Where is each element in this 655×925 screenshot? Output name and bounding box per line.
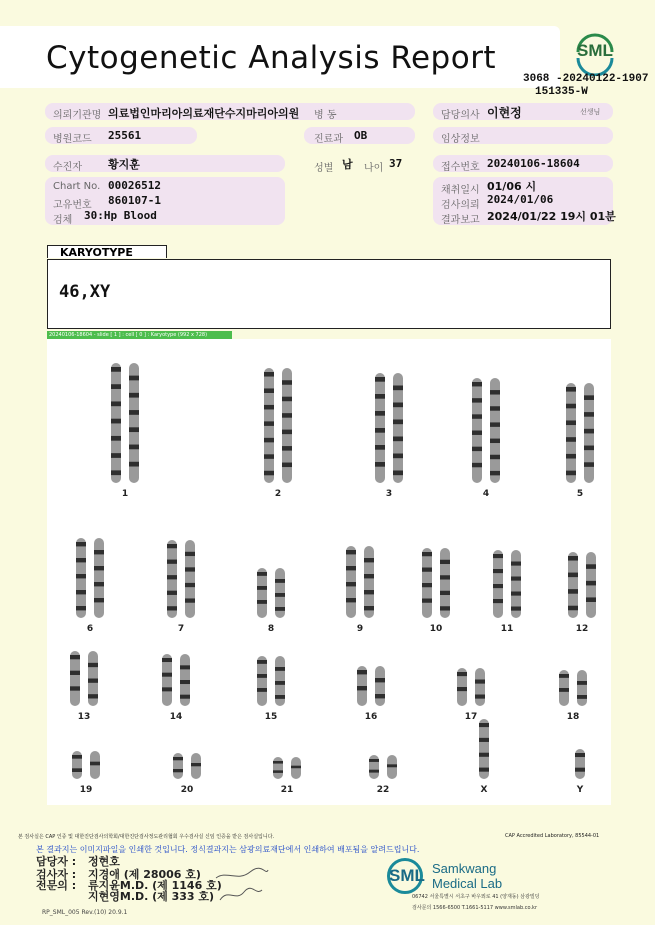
chart-no-label: Chart No.	[53, 181, 101, 192]
chromosome-12	[568, 552, 596, 618]
report-id-line1: 3068 -20240122-1907	[523, 73, 649, 85]
chromosome-label-1: 1	[121, 489, 129, 499]
department-label: 진료과	[314, 134, 343, 145]
result-label: 결과보고	[441, 215, 480, 226]
chromosome-label-6: 6	[86, 624, 94, 634]
chromosome-label-2: 2	[274, 489, 282, 499]
department-value: OB	[354, 129, 368, 142]
physician-suffix: 선생님	[580, 108, 601, 116]
unique-no-value: 860107-1	[108, 194, 161, 207]
chromosome-10	[422, 548, 450, 618]
chromosome-17	[457, 668, 485, 706]
chromosome-label-10: 10	[429, 624, 443, 634]
accession-label: 접수번호	[441, 162, 480, 173]
chromosome-label-14: 14	[169, 712, 183, 722]
chromosome-label-4: 4	[482, 489, 490, 499]
collection-label: 채취일시	[441, 185, 480, 196]
company-contact: 검사문의 1566-6500 T.1661-5117 www.smlab.co.kr	[412, 905, 537, 911]
report-id-line2: 151335-W	[535, 86, 588, 98]
specialist-label: 전문의 :	[36, 879, 77, 892]
chromosome-label-21: 21	[280, 785, 294, 795]
request-label: 검사의뢰	[441, 200, 480, 211]
karyotype-tab: KARYOTYPE	[47, 245, 167, 258]
chromosome-16	[357, 666, 385, 706]
examiner-value: 지경애 (제 28006 호)	[88, 868, 201, 881]
chromosome-label-Y: Y	[576, 785, 584, 795]
institution-value: 의료법인마리아의료재단수지마리아의원	[108, 107, 300, 120]
chromosome-3	[375, 373, 403, 483]
karyotype-result: 46,XY	[59, 282, 111, 302]
unique-no-label: 고유번호	[53, 200, 92, 211]
chromosome-label-15: 15	[264, 712, 278, 722]
chromosome-20	[173, 753, 201, 779]
chromosome-15	[257, 656, 285, 706]
cap-note: CAP Accredited Laboratory, 85544-01	[505, 833, 600, 839]
karyogram-image	[47, 339, 611, 805]
karyotype-box	[47, 259, 611, 329]
manager-value: 정현호	[88, 855, 120, 868]
chromosome-11	[493, 550, 521, 618]
specialist-value1: 류지윤M.D. (제 1146 호)	[88, 879, 222, 892]
chromosome-label-3: 3	[385, 489, 393, 499]
age-label: 나이	[364, 163, 384, 174]
chart-no-value: 00026512	[108, 179, 161, 192]
signature-image	[212, 866, 272, 910]
report-title: Cytogenetic Analysis Report	[46, 40, 497, 76]
chromosome-label-8: 8	[267, 624, 275, 634]
institution-label: 의뢰기관명	[53, 110, 102, 121]
company-logo-text: SML	[389, 866, 425, 885]
hospital-code-value: 25561	[108, 129, 142, 142]
age-value: 37	[389, 157, 403, 170]
physician-value: 이현정	[487, 106, 522, 120]
chromosome-label-9: 9	[356, 624, 364, 634]
chromosome-X	[479, 719, 489, 779]
accreditation-note: 본 검사실은 CAP 인증 및 대한진단검사의학회/대한진단검사정도관리협회 우수검사실 신임 인증을 받은 검사실입니다.	[18, 834, 275, 840]
ward-label: 병 동	[314, 110, 337, 121]
chromosome-4	[472, 378, 500, 483]
print-notice: 본 결과지는 이미지파일을 인쇄한 것입니다. 정식결과지는 삼광의료재단에서 인쇄하여 배포됨을 알려드립니다.	[36, 845, 420, 854]
chromosome-label-X: X	[480, 785, 488, 795]
chromosome-label-12: 12	[575, 624, 589, 634]
chromosome-19	[72, 751, 100, 779]
company-name-line2: Medical Lab	[432, 876, 503, 891]
specimen-value: 30:Hp Blood	[84, 209, 157, 222]
chromosome-label-19: 19	[79, 785, 93, 795]
chromosome-7	[167, 540, 195, 618]
chromosome-label-7: 7	[177, 624, 185, 634]
chromosome-label-13: 13	[77, 712, 91, 722]
result-value: 2024/01/22 19시 01분	[487, 210, 616, 223]
request-value: 2024/01/06	[487, 193, 554, 206]
specialist-value2: 지현영M.D. (제 333 호)	[88, 890, 215, 903]
patient-value: 황지훈	[108, 158, 140, 171]
chromosome-label-5: 5	[576, 489, 584, 499]
sml-logo-text: SML	[577, 41, 613, 60]
chromosome-8	[257, 568, 285, 618]
manager-label: 담당자 :	[36, 855, 77, 868]
chromosome-label-20: 20	[180, 785, 194, 795]
chromosome-14	[162, 654, 190, 706]
clinical-info-label: 임상정보	[441, 134, 480, 145]
collection-value: 01/06 시	[487, 180, 537, 193]
hospital-code-label: 병원코드	[53, 134, 92, 145]
chromosome-13	[70, 651, 98, 706]
examiner-label: 검사자 :	[36, 868, 77, 881]
sex-value: 남	[342, 158, 353, 171]
chromosome-18	[559, 670, 587, 706]
chromosome-6	[76, 538, 104, 618]
chromosome-22	[369, 755, 397, 779]
chromosome-label-16: 16	[364, 712, 378, 722]
company-name-line1: Samkwang	[432, 861, 497, 876]
chromosome-21	[273, 757, 301, 779]
specimen-label: 검체	[53, 215, 73, 226]
chromosome-label-17: 17	[464, 712, 478, 722]
chromosome-label-11: 11	[500, 624, 514, 634]
chromosome-1	[111, 363, 139, 483]
sex-label: 성별	[314, 163, 334, 174]
physician-label: 담당의사	[441, 110, 480, 121]
company-address: 06742 서울특별시 서초구 바우뫼로 41 (양재동) 삼광빌딩	[412, 894, 540, 900]
chromosome-5	[566, 383, 594, 483]
chromosome-label-22: 22	[376, 785, 390, 795]
form-number: RP_SML_005 Rev.(10) 20.9.1	[42, 909, 128, 916]
chromosome-2	[264, 368, 292, 483]
chromosome-9	[346, 546, 374, 618]
chromosome-label-18: 18	[566, 712, 580, 722]
patient-label: 수진자	[53, 162, 82, 173]
image-caption: 20240106-18604 - slide [ 1 ] : cell [ 0 ] : Karyotype (992 x 728)	[47, 331, 232, 339]
accession-value: 20240106-18604	[487, 157, 580, 170]
chromosome-Y	[575, 749, 585, 779]
